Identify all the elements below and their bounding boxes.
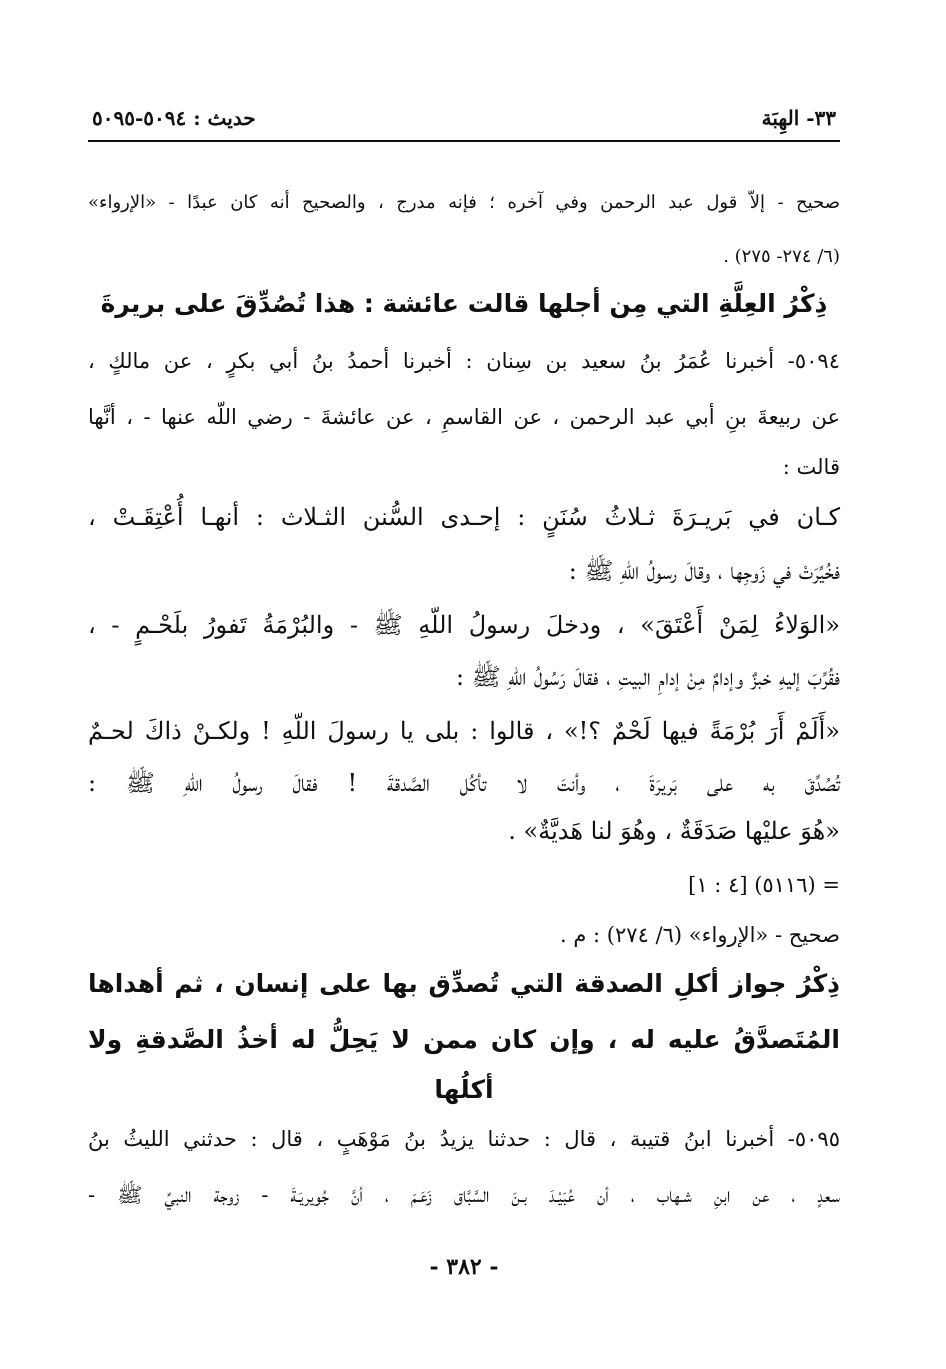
isnad-line: سعدٍ ، عن ابنِ شـهاب ، أن عُبَيْـدَ بـنَ السَّبَّاق زَعَـمَ ، أنَّ جُويريَـةَ - زوجة النبيِّ ﷺ -	[88, 1183, 840, 1207]
book-page	[88, 96, 840, 1296]
hadith-text-line: فقُرِّبَ إليهِ خبزٌ وإدامٌ مِنْ إدامِ البيتِ ، فقالَ رَسُولُ اللّهِ ﷺ :	[455, 663, 840, 691]
hadith-text-line: كـان في بَريـرَةَ ثـلاثُ سُنَنٍ : إحـدى السُّنن الثـلاث : أنهـا أُعْتِقَـتْ ،	[88, 503, 840, 531]
grading-note-line: صحيح - إلاّ قول عبد الرحمن وفي آخره ؛ فإنه مدرج ، والصحيح أنه كان عبدًا - «الإرواء»	[88, 192, 840, 213]
chapter-title: ٣٣- الهِبَة	[761, 106, 836, 130]
hadith-range: حديث : ٥٠٩٤-٥٠٩٥	[92, 106, 256, 130]
page-number: - ٣٨٢ -	[429, 1254, 499, 1280]
running-header	[88, 96, 840, 142]
grading-note-reference: (٦/ ٢٧٤- ٢٧٥) .	[723, 246, 840, 267]
grading-note: صحيح - «الإرواء» (٦/ ٢٧٤) : م .	[560, 923, 840, 947]
isnad-line: ٥٠٩٤- أخبرنا عُمَرُ بنُ سعيد بن سِنان : أخبرنا أحمدُ بنُ أبي بكرٍ ، عن مالكٍ ،	[88, 349, 840, 373]
isnad-line: عن ربيعةَ بنِ أبي عبد الرحمن ، عن القاسمِ ، عن عائشةَ - رضي اللّه عنها - ، أنَّها	[88, 405, 840, 429]
section-heading: المُتَصدَّقُ عليه له ، وإن كان ممن لا يَحِلُّ له أخذُ الصَّدقةِ ولا	[88, 1025, 840, 1054]
hadith-text-line: «هُوَ عليْها صَدَقَةٌ ، وهُوَ لنا هَديَّةٌ» .	[508, 817, 840, 845]
hadith-text-line: فخُيِّرَتْ في زَوجِها ، وقالَ رسولُ اللّهِ ﷺ :	[568, 557, 840, 585]
hadith-text-line: تُصُدِّقَ به على بَريرَةَ ، وأنتَ لا تأكُل الصَّدقةَ ! فقالَ رسولُ اللّهِ ﷺ :	[88, 769, 840, 797]
hadith-text-line: «الوَلاءُ لِمَنْ أَعْتَقَ» ، ودخلَ رسولُ اللّهِ ﷺ - والبُرْمَةُ تَفورُ بلَحْـمٍ - ،	[88, 611, 840, 639]
hadith-text-line: «أَلَمْ أَرَ بُرْمَةً فيها لَحْمٌ ؟!» ، قالوا : بلى يا رسولَ اللّهِ ! ولكـنْ ذاكَ لحـمٌ	[88, 717, 840, 745]
isnad-line: ٥٠٩٥- أخبرنا ابنُ قتيبة ، قال : حدثنا يزيدُ بنُ مَوْهَبٍ ، قال : حدثني الليثُ بنُ	[88, 1127, 840, 1151]
cross-reference: = (٥١١٦) [٤ : ١]	[688, 873, 840, 897]
section-heading: ذِكْرُ جواز أكلِ الصدقة التي تُصدِّق بها على إنسان ، ثم أهداها	[88, 969, 840, 998]
isnad-line: قالت :	[782, 455, 840, 479]
section-heading: أكلُها	[434, 1075, 494, 1104]
section-heading: ذِكْرُ العِلَّةِ التي مِن أجلها قالت عائشة : هذا تُصُدِّقَ على بريرةَ	[100, 289, 828, 318]
